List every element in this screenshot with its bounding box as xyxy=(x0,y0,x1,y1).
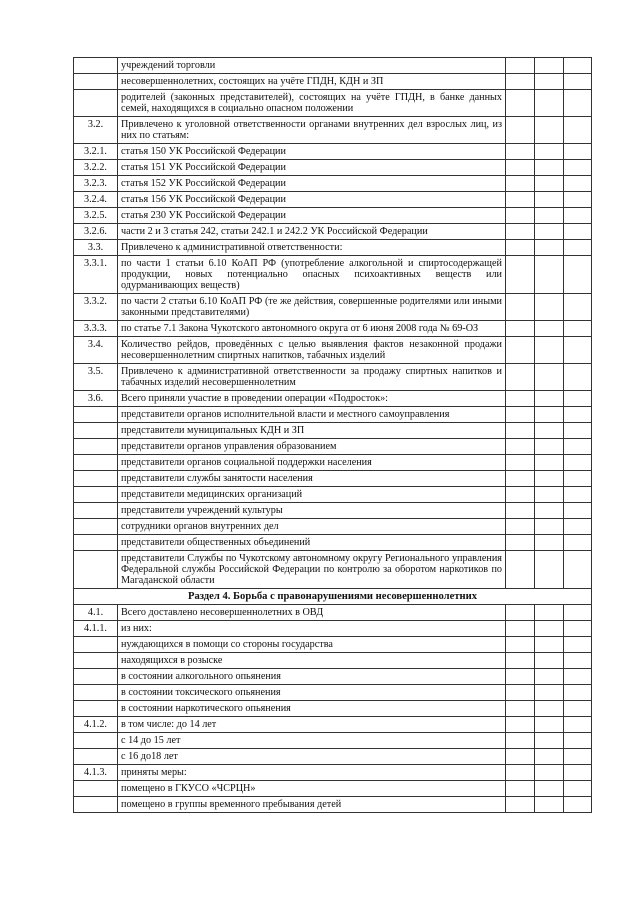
value-cell xyxy=(564,423,592,439)
value-cell xyxy=(564,208,592,224)
row-number xyxy=(74,535,118,551)
table-row xyxy=(74,439,592,455)
table-row xyxy=(74,160,592,176)
value-cell xyxy=(535,487,564,503)
row-indicator: представители органов управления образованием xyxy=(118,439,506,455)
row-indicator: статья 151 УК Российской Федерации xyxy=(118,160,506,176)
row-number xyxy=(74,519,118,535)
row-number: 3.3. xyxy=(74,240,118,256)
row-indicator: в состоянии наркотического опьянения xyxy=(118,701,506,717)
value-cell xyxy=(506,337,535,364)
value-cell xyxy=(535,781,564,797)
table-row xyxy=(74,423,592,439)
value-cell xyxy=(564,701,592,717)
value-cell xyxy=(564,192,592,208)
value-cell xyxy=(506,364,535,391)
value-cell xyxy=(564,621,592,637)
table-row xyxy=(74,407,592,423)
row-number xyxy=(74,797,118,813)
value-cell xyxy=(564,160,592,176)
value-cell xyxy=(506,407,535,423)
row-number: 3.2.2. xyxy=(74,160,118,176)
value-cell xyxy=(535,535,564,551)
table-row xyxy=(74,717,592,733)
value-cell xyxy=(535,337,564,364)
value-cell xyxy=(506,621,535,637)
value-cell xyxy=(535,701,564,717)
row-indicator: статья 152 УК Российской Федерации xyxy=(118,176,506,192)
value-cell xyxy=(564,551,592,589)
row-number: 4.1.2. xyxy=(74,717,118,733)
value-cell xyxy=(535,294,564,321)
table-row xyxy=(74,487,592,503)
value-cell xyxy=(535,176,564,192)
value-cell xyxy=(535,503,564,519)
table-row xyxy=(74,294,592,321)
value-cell xyxy=(506,781,535,797)
row-number xyxy=(74,669,118,685)
table-row xyxy=(74,669,592,685)
row-number xyxy=(74,439,118,455)
row-number: 3.2.1. xyxy=(74,144,118,160)
table-row xyxy=(74,605,592,621)
table-row xyxy=(74,208,592,224)
value-cell xyxy=(564,519,592,535)
row-indicator: по статье 7.1 Закона Чукотского автономного округа от 6 июня 2008 года № 69-ОЗ xyxy=(118,321,506,337)
value-cell xyxy=(506,685,535,701)
row-number: 3.2.5. xyxy=(74,208,118,224)
row-number xyxy=(74,487,118,503)
value-cell xyxy=(535,117,564,144)
table-row xyxy=(74,117,592,144)
row-number: 4.1. xyxy=(74,605,118,621)
table-row xyxy=(74,144,592,160)
table-row xyxy=(74,240,592,256)
row-indicator: статья 156 УК Российской Федерации xyxy=(118,192,506,208)
value-cell xyxy=(564,733,592,749)
value-cell xyxy=(506,176,535,192)
value-cell xyxy=(535,717,564,733)
row-number xyxy=(74,685,118,701)
value-cell xyxy=(535,621,564,637)
value-cell xyxy=(535,208,564,224)
table-row xyxy=(74,321,592,337)
table-row xyxy=(74,224,592,240)
row-number xyxy=(74,733,118,749)
value-cell xyxy=(535,364,564,391)
value-cell xyxy=(506,519,535,535)
row-indicator: в том числе: до 14 лет xyxy=(118,717,506,733)
value-cell xyxy=(506,605,535,621)
table-body-section-4 xyxy=(74,605,592,813)
value-cell xyxy=(535,669,564,685)
row-indicator: по части 1 статьи 6.10 КоАП РФ (употребление алкогольной и спиртосодержащей продукции, новых потенциально опасных психоактивных веществ или одурманивающих веществ) xyxy=(118,256,506,294)
table-row xyxy=(74,90,592,117)
value-cell xyxy=(506,58,535,74)
value-cell xyxy=(506,256,535,294)
row-indicator: Всего приняли участие в проведении операции «Подросток»: xyxy=(118,391,506,407)
value-cell xyxy=(564,176,592,192)
value-cell xyxy=(506,717,535,733)
value-cell xyxy=(564,391,592,407)
row-indicator: представители учреждений культуры xyxy=(118,503,506,519)
value-cell xyxy=(564,669,592,685)
value-cell xyxy=(564,294,592,321)
value-cell xyxy=(535,605,564,621)
value-cell xyxy=(506,240,535,256)
value-cell xyxy=(506,117,535,144)
row-number xyxy=(74,653,118,669)
value-cell xyxy=(506,321,535,337)
value-cell xyxy=(564,364,592,391)
value-cell xyxy=(564,321,592,337)
row-indicator: сотрудники органов внутренних дел xyxy=(118,519,506,535)
value-cell xyxy=(564,653,592,669)
row-indicator: представители органов социальной поддержки населения xyxy=(118,455,506,471)
row-indicator: в состоянии алкогольного опьянения xyxy=(118,669,506,685)
value-cell xyxy=(506,471,535,487)
row-indicator: Привлечено к уголовной ответственности органами внутренних дел взрослых лиц, из них по статьям: xyxy=(118,117,506,144)
value-cell xyxy=(535,407,564,423)
value-cell xyxy=(564,749,592,765)
row-number: 3.4. xyxy=(74,337,118,364)
value-cell xyxy=(506,208,535,224)
table-row xyxy=(74,781,592,797)
value-cell xyxy=(506,90,535,117)
row-number xyxy=(74,471,118,487)
table-row xyxy=(74,701,592,717)
row-indicator: статья 150 УК Российской Федерации xyxy=(118,144,506,160)
value-cell xyxy=(506,487,535,503)
value-cell xyxy=(506,701,535,717)
section-4-title: Раздел 4. Борьба с правонарушениями несовершеннолетних xyxy=(74,589,592,605)
value-cell xyxy=(506,224,535,240)
row-indicator: Привлечено к административной ответственности за продажу спиртных напитков и табачных изделий несовершеннолетним xyxy=(118,364,506,391)
table-row xyxy=(74,749,592,765)
value-cell xyxy=(564,58,592,74)
value-cell xyxy=(564,117,592,144)
row-number xyxy=(74,637,118,653)
row-indicator: представители медицинских организаций xyxy=(118,487,506,503)
table-row xyxy=(74,551,592,589)
value-cell xyxy=(506,733,535,749)
row-number xyxy=(74,58,118,74)
row-indicator: из них: xyxy=(118,621,506,637)
value-cell xyxy=(535,733,564,749)
row-number xyxy=(74,551,118,589)
value-cell xyxy=(535,321,564,337)
row-number xyxy=(74,74,118,90)
value-cell xyxy=(535,391,564,407)
value-cell xyxy=(535,471,564,487)
row-number: 3.3.3. xyxy=(74,321,118,337)
value-cell xyxy=(564,439,592,455)
value-cell xyxy=(564,797,592,813)
section-4-header-row xyxy=(74,589,592,605)
table-row xyxy=(74,733,592,749)
value-cell xyxy=(564,240,592,256)
row-number xyxy=(74,749,118,765)
table-body-section-3 xyxy=(74,58,592,589)
row-indicator: помещено в ГКУСО «ЧСРЦН» xyxy=(118,781,506,797)
value-cell xyxy=(535,439,564,455)
row-number: 4.1.3. xyxy=(74,765,118,781)
value-cell xyxy=(535,256,564,294)
table-body-section-4-header xyxy=(74,589,592,605)
table-row xyxy=(74,797,592,813)
value-cell xyxy=(506,144,535,160)
value-cell xyxy=(535,653,564,669)
row-indicator: представители службы занятости населения xyxy=(118,471,506,487)
table-row xyxy=(74,765,592,781)
value-cell xyxy=(564,765,592,781)
value-cell xyxy=(535,90,564,117)
row-indicator: Количество рейдов, проведённых с целью выявления фактов незаконной продажи несовершеннолетним спиртных напитков, табачных изделий xyxy=(118,337,506,364)
row-number: 3.6. xyxy=(74,391,118,407)
value-cell xyxy=(506,749,535,765)
value-cell xyxy=(564,685,592,701)
row-indicator: части 2 и 3 статья 242, статьи 242.1 и 242.2 УК Российской Федерации xyxy=(118,224,506,240)
value-cell xyxy=(564,471,592,487)
value-cell xyxy=(535,74,564,90)
table-row xyxy=(74,391,592,407)
value-cell xyxy=(564,535,592,551)
row-number xyxy=(74,90,118,117)
value-cell xyxy=(535,797,564,813)
value-cell xyxy=(506,503,535,519)
row-indicator: Привлечено к административной ответственности: xyxy=(118,240,506,256)
value-cell xyxy=(506,423,535,439)
value-cell xyxy=(535,455,564,471)
value-cell xyxy=(564,781,592,797)
value-cell xyxy=(564,503,592,519)
value-cell xyxy=(506,535,535,551)
value-cell xyxy=(506,160,535,176)
value-cell xyxy=(564,74,592,90)
value-cell xyxy=(564,337,592,364)
table-row xyxy=(74,176,592,192)
row-indicator: родителей (законных представителей), состоящих на учёте ГПДН, в банке данных семей, находящихся в социально опасном положении xyxy=(118,90,506,117)
table-row xyxy=(74,621,592,637)
row-number: 3.2. xyxy=(74,117,118,144)
row-number: 3.5. xyxy=(74,364,118,391)
value-cell xyxy=(535,144,564,160)
value-cell xyxy=(506,439,535,455)
row-indicator: помещено в группы временного пребывания детей xyxy=(118,797,506,813)
value-cell xyxy=(506,797,535,813)
row-indicator: представители Службы по Чукотскому автономному округу Регионального управления Федеральной службы Российской Федерации по контролю за оборотом наркотиков по Магаданской области xyxy=(118,551,506,589)
row-number xyxy=(74,407,118,423)
value-cell xyxy=(564,90,592,117)
row-indicator: приняты меры: xyxy=(118,765,506,781)
table-row xyxy=(74,503,592,519)
value-cell xyxy=(564,407,592,423)
row-number: 3.2.3. xyxy=(74,176,118,192)
value-cell xyxy=(535,58,564,74)
value-cell xyxy=(535,685,564,701)
row-indicator: учреждений торговли xyxy=(118,58,506,74)
value-cell xyxy=(535,519,564,535)
value-cell xyxy=(564,224,592,240)
value-cell xyxy=(535,551,564,589)
value-cell xyxy=(535,637,564,653)
value-cell xyxy=(535,749,564,765)
row-indicator: представители органов исполнительной власти и местного самоуправления xyxy=(118,407,506,423)
table-row xyxy=(74,519,592,535)
value-cell xyxy=(506,669,535,685)
value-cell xyxy=(564,487,592,503)
row-indicator: Всего доставлено несовершеннолетних в ОВД xyxy=(118,605,506,621)
value-cell xyxy=(564,637,592,653)
row-number xyxy=(74,423,118,439)
value-cell xyxy=(506,765,535,781)
value-cell xyxy=(506,391,535,407)
row-number: 3.2.4. xyxy=(74,192,118,208)
report-table xyxy=(73,57,592,813)
value-cell xyxy=(535,765,564,781)
row-number xyxy=(74,701,118,717)
value-cell xyxy=(535,240,564,256)
table-row xyxy=(74,192,592,208)
row-indicator: представители муниципальных КДН и ЗП xyxy=(118,423,506,439)
table-row xyxy=(74,256,592,294)
row-number xyxy=(74,455,118,471)
table-row xyxy=(74,337,592,364)
value-cell xyxy=(564,256,592,294)
row-number: 4.1.1. xyxy=(74,621,118,637)
row-number: 3.3.2. xyxy=(74,294,118,321)
table-row xyxy=(74,58,592,74)
value-cell xyxy=(535,423,564,439)
value-cell xyxy=(535,192,564,208)
value-cell xyxy=(506,637,535,653)
value-cell xyxy=(564,717,592,733)
value-cell xyxy=(506,192,535,208)
table-row xyxy=(74,535,592,551)
row-indicator: представители общественных объединений xyxy=(118,535,506,551)
row-indicator: несовершеннолетних, состоящих на учёте ГПДН, КДН и ЗП xyxy=(118,74,506,90)
value-cell xyxy=(535,224,564,240)
row-indicator: с 16 до18 лет xyxy=(118,749,506,765)
row-number: 3.3.1. xyxy=(74,256,118,294)
value-cell xyxy=(564,144,592,160)
value-cell xyxy=(506,455,535,471)
value-cell xyxy=(564,605,592,621)
row-indicator: по части 2 статьи 6.10 КоАП РФ (те же действия, совершенные родителями или иными законными представителями) xyxy=(118,294,506,321)
value-cell xyxy=(535,160,564,176)
table-row xyxy=(74,685,592,701)
table-row xyxy=(74,74,592,90)
table-row xyxy=(74,653,592,669)
row-number xyxy=(74,503,118,519)
row-number xyxy=(74,781,118,797)
row-indicator: нуждающихся в помощи со стороны государства xyxy=(118,637,506,653)
row-indicator: с 14 до 15 лет xyxy=(118,733,506,749)
table-row xyxy=(74,637,592,653)
value-cell xyxy=(506,551,535,589)
row-indicator: находящихся в розыске xyxy=(118,653,506,669)
value-cell xyxy=(506,294,535,321)
row-number: 3.2.6. xyxy=(74,224,118,240)
row-indicator: статья 230 УК Российской Федерации xyxy=(118,208,506,224)
row-indicator: в состоянии токсического опьянения xyxy=(118,685,506,701)
table-row xyxy=(74,455,592,471)
table-row xyxy=(74,471,592,487)
value-cell xyxy=(506,74,535,90)
value-cell xyxy=(506,653,535,669)
table-row xyxy=(74,364,592,391)
value-cell xyxy=(564,455,592,471)
